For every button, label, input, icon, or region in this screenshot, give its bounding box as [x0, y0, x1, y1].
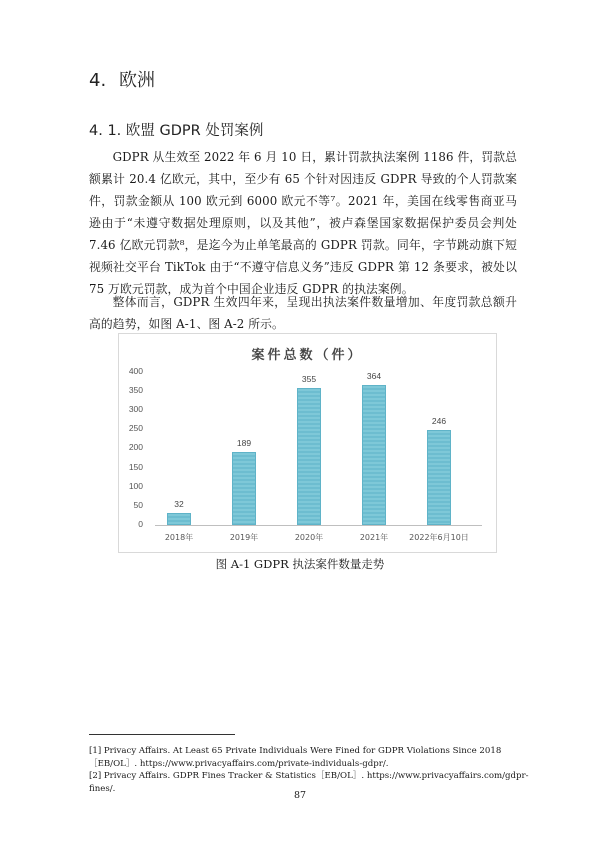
y-tick: 200 [128, 442, 143, 452]
figure-caption: 图 A-1 GDPR 执法案件数量走势 [215, 557, 385, 571]
y-tick: 100 [128, 481, 143, 491]
bar-2019 [232, 452, 256, 525]
bar-2022 [427, 430, 451, 525]
bar-value-label: 246 [431, 416, 447, 426]
y-tick: 150 [128, 462, 143, 472]
x-tick-label: 2022年6月10日 [409, 533, 469, 542]
y-tick: 350 [128, 385, 143, 395]
page-number: 87 [293, 790, 307, 801]
footnote-divider [89, 734, 235, 735]
y-tick: 50 [133, 500, 143, 510]
bar-value-label: 355 [301, 374, 317, 384]
x-tick-label: 2020年 [294, 533, 324, 542]
chart-title: 案件总数（件） [251, 348, 364, 363]
bar-2021 [362, 385, 386, 525]
subsection-heading: 4. 1. 欧盟 GDPR 处罚案例 [89, 123, 264, 139]
y-tick: 0 [138, 519, 143, 529]
section-number: 4. [89, 70, 107, 91]
section-heading [89, 66, 155, 92]
section-title: 欧洲 [119, 70, 155, 91]
x-tick-label: 2019年 [229, 533, 259, 542]
bar-value-label: 189 [236, 438, 252, 448]
y-tick: 300 [128, 404, 143, 414]
x-axis-line [155, 525, 482, 526]
bar-chart [118, 333, 497, 553]
y-tick: 250 [128, 423, 143, 433]
footnote-1: [1] Privacy Affairs. At Least 65 Private Individuals Were Fined for GDPR Violations Since 2018［EB/OL］. https://www.privacyaffairs.com/private-individuals-gdpr/. [89, 746, 502, 769]
bar-value-label: 364 [366, 371, 382, 381]
x-tick-label: 2018年 [164, 533, 194, 542]
x-tick-label: 2021年 [359, 533, 389, 542]
body-paragraph-1: GDPR 从生效至 2022 年 6 月 10 日，累计罚款执法案例 1186 件，罚款总额累计 20.4 亿欧元，其中，至少有 65 个针对因违反 GDPR 导致的个人罚款案件，罚款金额从 100 欧元到 6000 欧元不等⁷。2021 年，美国在线零售商亚马逊由于“未遵守数据处理原则，以及其他”，被卢森堡国家数据保护委员会判处 7.46 亿欧元罚款⁸，是迄今为止单笔最高的 GDPR 罚款。同年，字节跳动旗下短视频社交平台 TikTok 由于“不遵守信息义务”违反 GDPR 第 12 条要求，被处以 75 万欧元罚款，成为首个中国企业违反 GDPR 的执法案例。 [89, 150, 517, 296]
body-paragraph-2: 整体而言，GDPR 生效四年来，呈现出执法案件数量增加、年度罚款总额升高的趋势，如图 A-1、图 A-2 所示。 [89, 295, 517, 331]
footnote-2: [2] Privacy Affairs. GDPR Fines Tracker & Statistics［EB/OL］. https://www.privacyaffairs.com/gdpr-fines/. [89, 771, 529, 794]
bar-2020 [297, 388, 321, 525]
bar-value-label: 32 [174, 499, 184, 509]
footnotes [89, 745, 529, 795]
bar-2018 [167, 513, 191, 525]
y-tick: 400 [128, 366, 143, 376]
